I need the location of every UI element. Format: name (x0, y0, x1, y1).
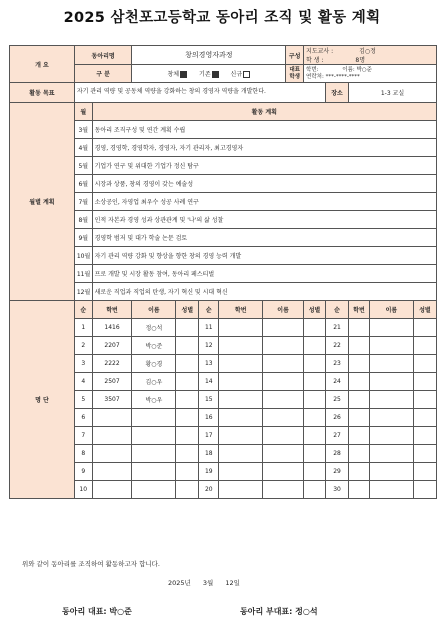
document-title: 2025 삼천포고등학교 동아리 조직 및 활동 계획 (63, 10, 381, 26)
plan-cell: 자기 관리 역량 강화 및 향상을 향한 창의 경영 능력 개발 (92, 247, 436, 265)
month-cell: 5월 (74, 157, 92, 175)
table-row: 8 18 28 (10, 445, 437, 463)
place-label: 장소 (326, 83, 349, 103)
rep-name: 박○준 (356, 67, 372, 74)
vice-rep-signature: 동아리 부대표: 정○석 (240, 607, 318, 616)
goal-text: 자기 관리 역량 및 공동체 역량을 강화하는 창의 경영자 역량을 개발한다. (74, 83, 325, 103)
plan-cell: 경영, 경영학, 경영학자, 경영자, 자기 관리자, 최고경영자 (92, 139, 436, 157)
table-row: 6 16 26 (10, 409, 437, 427)
month-cell: 4월 (74, 139, 92, 157)
table-row: 1 1416 정○석 11 21 (10, 319, 437, 337)
type-options (132, 65, 286, 83)
month-cell: 3월 (74, 121, 92, 139)
plan-cell: 인적 자본과 경영 성과 상관관계 및 '나'의 삶 성찰 (92, 211, 436, 229)
students-label: 학 생 : (306, 57, 324, 64)
plan-cell: 경영학 범저 및 대가 학술 논문 검토 (92, 229, 436, 247)
table-row: 3 2222 황○경 13 23 (10, 355, 437, 373)
month-cell: 7월 (74, 193, 92, 211)
table-row: 7 17 27 (10, 427, 437, 445)
month-cell: 6월 (74, 175, 92, 193)
table-row: 10 20 30 (10, 481, 437, 499)
club-plan-table: 개 요 동아리명 창의경영자과정 구성 지도교사 : 김○정 학 생 : 8명 구 분 창체 기존 신규 대표 학생 학번: 이름: 박○준 연락처: ***-****-**** 활동 목표 자기 관리 역량 및 공동체 역량을 강화하는 창의 경영자 역량을 개발한다. 장소 1-3 교실 월별 계획 월 활동 계획 3월 동아리 조직구성 및 연간 계획 수립 4월 경영, 경영학, 경영학자, 경영자, 자기 관리자, 최고경영자 5월 기업가 연구 및 위대한 기업가 정신 탐구 6월 시장과 상품, 창의 경영이 갖는 예술성 7월 소상공인, 자영업 최우수 성공 사례 연구 8월 인적 자본과 경영 성과 상관관계 및 '나'의 삶 성찰 9월 경영학 범저 및 대가 학술 논문 검토 10월 자기 관리 역량 강화 및 향상을 향한 창의 경영 능력 개발 11월 프로 개발 및 시장 활동 참여, 동아리 페스티벌 12월 새로운 직업과 직업의 탄생, 자기 혁신 및 시대 혁신 명 단 순 학번 이름 성별 순 학번 이름 성별 순 학번 이름 성별 1 1416 정○석 11 21 2 2207 박○준 12 22 3 2222 황○경 13 23 4 2507 김○우 14 24 5 3507 박○우 15 25 6 16 26 7 17 27 8 18 28 9 19 29 10 20 30 (9, 45, 437, 499)
plan-header: 활동 계획 (92, 103, 436, 121)
month-cell: 11월 (74, 265, 92, 283)
month-cell: 8월 (74, 211, 92, 229)
plan-cell: 기업가 연구 및 위대한 기업가 정신 탐구 (92, 157, 436, 175)
table-row: 5 3507 박○우 15 25 (10, 391, 437, 409)
checkbox-checked-icon (212, 71, 219, 78)
rep-student-cell: 학번: 이름: 박○준 연락처: ***-****-**** (304, 65, 437, 83)
plan-cell: 프로 개발 및 시장 활동 참여, 동아리 페스티벌 (92, 265, 436, 283)
table-row: 2 2207 박○준 12 22 (10, 337, 437, 355)
month-cell: 9월 (74, 229, 92, 247)
type-option-new[interactable]: 신규 (231, 71, 251, 78)
students-count: 8명 (355, 57, 366, 64)
checkbox-checked-icon (180, 71, 187, 78)
rep-signature: 동아리 대표: 박○준 (62, 607, 132, 616)
monthly-label: 월별 계획 (10, 103, 75, 301)
rep-contact: ***-****-**** (325, 73, 360, 80)
month-cell: 12월 (74, 283, 92, 301)
plan-cell: 소상공인, 자영업 최우수 성공 사례 연구 (92, 193, 436, 211)
date-text: 2025년 3월 12일 (168, 579, 240, 587)
advisor-label: 지도교사 : (306, 48, 334, 55)
plan-cell: 시장과 상품, 창의 경영이 갖는 예술성 (92, 175, 436, 193)
club-name-label: 동아리명 (74, 46, 132, 65)
overview-label: 개 요 (10, 46, 75, 83)
table-row: 4 2507 김○우 14 24 (10, 373, 437, 391)
month-header: 월 (74, 103, 92, 121)
rep-student-label: 대표 학생 (286, 65, 304, 83)
composition-label: 구성 (286, 46, 304, 65)
month-cell: 10월 (74, 247, 92, 265)
statement-text: 위와 같이 동아리를 조직하여 활동하고자 합니다. (22, 560, 160, 568)
checkbox-empty-icon (243, 71, 250, 78)
plan-cell: 동아리 조직구성 및 연간 계획 수립 (92, 121, 436, 139)
roster-label: 명 단 (10, 301, 75, 499)
advisor-cell (304, 46, 437, 65)
table-row: 9 19 29 (10, 463, 437, 481)
advisor-name: 김○정 (359, 48, 376, 55)
type-option-existing[interactable]: 기존 (199, 71, 219, 78)
type-option-changche[interactable]: 창체 (168, 71, 188, 78)
club-name-value: 창의경영자과정 (132, 46, 286, 65)
place-value: 1-3 교실 (349, 83, 437, 103)
type-label: 구 분 (74, 65, 132, 83)
plan-cell: 새로운 직업과 직업의 탄생, 자기 혁신 및 시대 혁신 (92, 283, 436, 301)
goal-label: 활동 목표 (10, 83, 75, 103)
